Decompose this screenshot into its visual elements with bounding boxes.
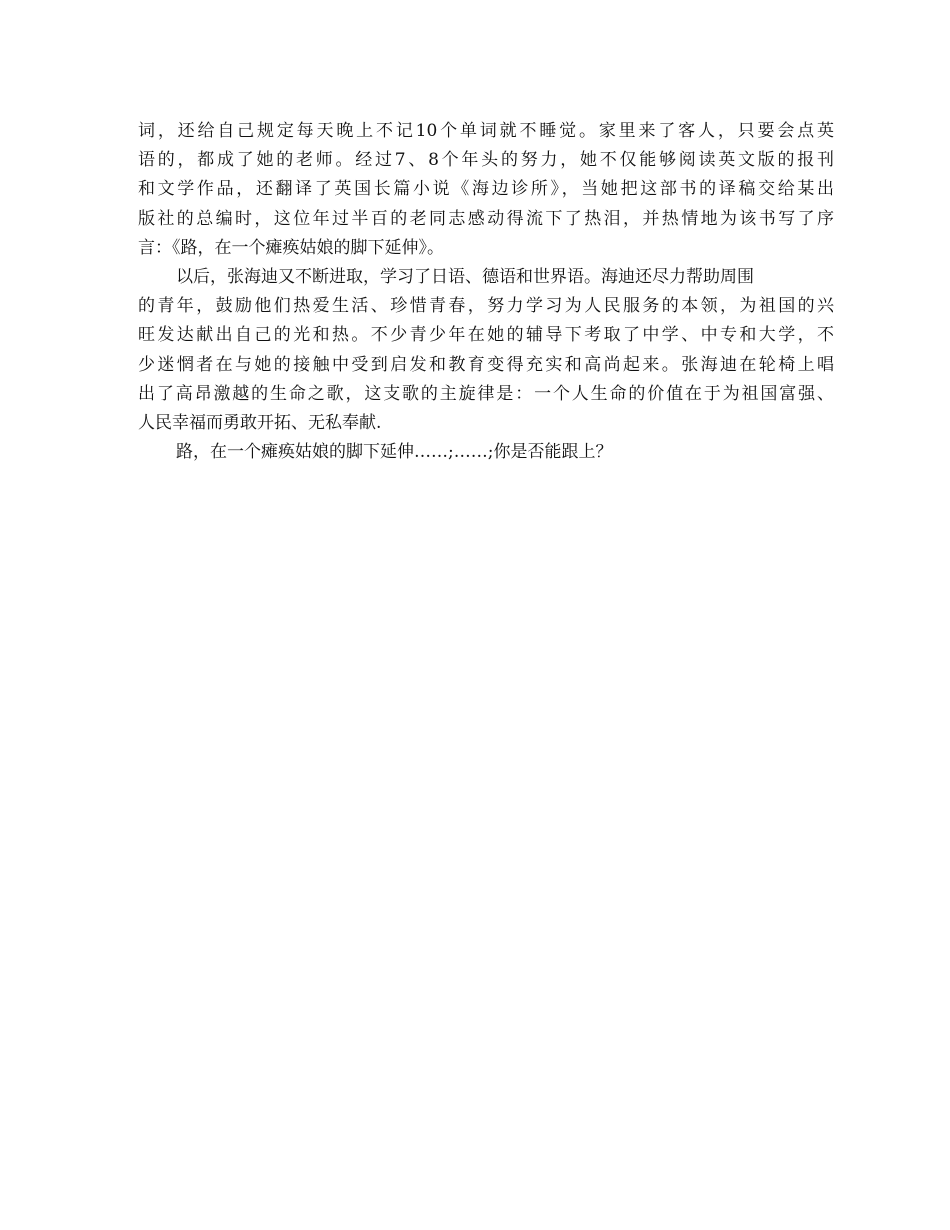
text-line: 版社的总编时，这位年过半百的老同志感动得流下了热泪，并热情地为该书写了序 [138,208,834,229]
text-line: 的青年，鼓励他们热爱生活、珍惜青春，努力学习为人民服务的本领，为祖国的兴 [138,296,834,317]
text-line: 旺发达献出自己的光和热。不少青少年在她的辅导下考取了中学、中专和大学，不 [138,325,834,346]
text-line: 言：《路，在一个瘫痪姑娘的脚下延伸》。 [138,237,444,258]
text-line: 语的，都成了她的老师。经过7、8个年头的努力，她不仅能够阅读英文版的报刊 [138,150,834,171]
text-line: 少迷惘者在与她的接触中受到启发和教育变得充实和高尚起来。张海迪在轮椅上唱 [138,354,834,375]
paragraph-start-line: 路，在一个瘫痪姑娘的脚下延伸……;……;你是否能跟上？ [176,442,613,463]
text-line: 出了高昂激越的生命之歌，这支歌的主旋律是：一个人生命的价值在于为祖国富强、 [138,383,834,404]
paragraph-start-line: 以后，张海迪又不断进取，学习了日语、德语和世界语。海迪还尽力帮助周围 [176,266,754,287]
text-line: 和文学作品，还翻译了英国长篇小说《海边诊所》，当她把这部书的译稿交给某出 [138,179,834,200]
text-line: 人民幸福而勇敢开拓、无私奉献. [138,412,382,433]
document-body [138,117,838,467]
text-line: 词，还给自己规定每天晚上不记10个单词就不睡觉。家里来了客人，只要会点英 [138,121,834,141]
